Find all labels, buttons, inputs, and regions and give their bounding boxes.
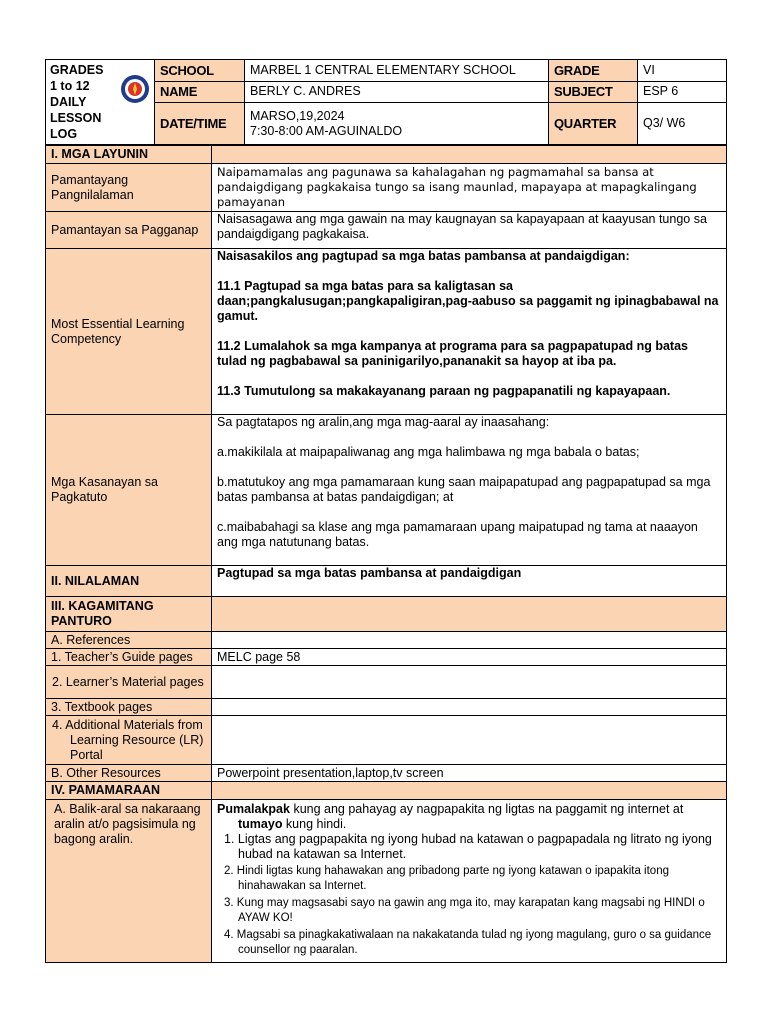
melc-11-2: 11.2 Lumalahok sa mga kampanya at programa para sa pagpapatupad ng batas tulad ng pagbabawal sa paninigarilyo,pananakit sa hayop at iba pa. bbox=[217, 339, 688, 368]
balik-bold1: Pumalakpak bbox=[217, 802, 290, 816]
pamamaraan-label: IV. PAMAMARAAN bbox=[46, 782, 212, 800]
school-label: SCHOOL bbox=[155, 60, 245, 82]
pamantayang-label: Pamantayang Pangnilalaman bbox=[46, 164, 212, 212]
additional-value bbox=[212, 716, 727, 765]
deped-seal-icon bbox=[120, 74, 150, 104]
references-value bbox=[212, 632, 727, 649]
balik-item-3: 3. Kung may magsasabi sayo na gawin ang mga ito, may karapatan kang magsabi ng HINDI o AYAW KO! bbox=[224, 897, 705, 924]
melc-11-1: 11.1 Pagtupad sa mga batas para sa kaligtasan sa daan;pangkalusugan;pangkapaligiran,pag-aabuso sa paggamit ng ipinagbabawal na gamut. bbox=[217, 279, 719, 323]
pagganap-label: Pamantayan sa Pagganap bbox=[46, 212, 212, 249]
melc-label: Most Essential Learning Competency bbox=[46, 249, 212, 415]
textbook-label: 3. Textbook pages bbox=[46, 699, 212, 716]
grade-value: VI bbox=[638, 60, 727, 82]
name-label: NAME bbox=[155, 81, 245, 103]
lm-label: 2. Learner’s Material pages bbox=[46, 666, 212, 699]
grades-box bbox=[46, 60, 155, 145]
balik-text1: kung ang pahayag ay nagpapakita ng ligtas na paggamit ng internet at bbox=[289, 802, 684, 816]
kagamitan-fill bbox=[212, 597, 727, 632]
layunin-heading-fill bbox=[212, 146, 727, 164]
balik-bold2: tumayo bbox=[238, 817, 283, 831]
pagganap-text: Naisasagawa ang mga gawain na may kaugnayan sa kapayapaan at kaayusan tungo sa pandaigdigang pagkakaisa. bbox=[212, 212, 727, 249]
quarter-value: Q3/ W6 bbox=[638, 103, 727, 145]
kagamitan-label: III. KAGAMITANG PANTURO bbox=[46, 597, 212, 632]
kasanayan-label: Mga Kasanayan sa Pagkatuto bbox=[46, 415, 212, 566]
time-value: 7:30-8:00 AM-AGUINALDO bbox=[250, 123, 403, 138]
melc-content bbox=[212, 249, 727, 415]
quarter-label: QUARTER bbox=[549, 103, 638, 145]
other-label: B. Other Resources bbox=[46, 765, 212, 782]
pamantayang-text: Naipamamalas ang pagunawa sa kahalagahan ng pagmamahal sa bansa at pandaigdigang pagkakaisa tungo sa isang maunlad, mapayapa at mapagkalingang pamayanan bbox=[212, 164, 727, 212]
lm-value bbox=[212, 666, 727, 699]
balik-text2: kung hindi. bbox=[282, 817, 347, 831]
kasanayan-content bbox=[212, 415, 727, 566]
grades-label: GRADES 1 to 12 DAILY LESSON LOG bbox=[50, 63, 104, 141]
datetime-value bbox=[245, 103, 549, 145]
balik-item-4: 4. Magsabi sa pinagkakatiwalaan na nakakatanda tulad ng iyong magulang, guro o sa guidance counsellor ng paaralan. bbox=[224, 929, 712, 956]
lesson-table bbox=[45, 145, 727, 963]
references-label: A. References bbox=[46, 632, 212, 649]
layunin-heading: I. MGA LAYUNIN bbox=[46, 146, 212, 164]
subject-label: SUBJECT bbox=[549, 81, 638, 103]
date-value: MARSO,19,2024 bbox=[250, 108, 345, 123]
header-table bbox=[45, 59, 727, 145]
balik-label: A. Balik-aral sa nakaraang aralin at/o pagsisimula ng bagong aralin. bbox=[46, 800, 212, 963]
pamamaraan-fill bbox=[212, 782, 727, 800]
balik-item-2: 2. Hindi ligtas kung hahawakan ang pribadong parte ng iyong katawan o ipapakita itong hinahawakan sa Internet. bbox=[224, 865, 669, 892]
kasanayan-a: a.makikilala at maipapaliwanag ang mga halimbawa ng mga babala o batas; bbox=[217, 445, 640, 459]
melc-11-3: 11.3 Tumutulong sa makakayanang paraan ng pagpapanatili ng kapayapaan. bbox=[217, 384, 671, 398]
textbook-value bbox=[212, 699, 727, 716]
school-value: MARBEL 1 CENTRAL ELEMENTARY SCHOOL bbox=[245, 60, 549, 82]
grade-label: GRADE bbox=[549, 60, 638, 82]
name-value: BERLY C. ANDRES bbox=[245, 81, 549, 103]
kasanayan-b: b.matutukoy ang mga pamamaraan kung saan maipapatupad ang pagpapatupad sa mga batas pambansa at batas pandaigdigan; at bbox=[217, 475, 711, 504]
balik-intro bbox=[217, 802, 721, 832]
tg-label: 1. Teacher’s Guide pages bbox=[46, 649, 212, 666]
kasanayan-intro: Sa pagtatapos ng aralin,ang mga mag-aaral ay inaasahang: bbox=[217, 415, 550, 429]
balik-item-1: 1. Ligtas ang pagpapakita ng iyong hubad na katawan o pagpapadala ng litrato ng iyong hubad na katawan sa Internet. bbox=[224, 832, 712, 861]
kasanayan-c: c.maibabahagi sa klase ang mga pamamaraan upang maipatupad ng tama at naaayon ang mga natutunang batas. bbox=[217, 520, 698, 549]
datetime-label: DATE/TIME bbox=[155, 103, 245, 145]
additional-label: 4. Additional Materials from Learning Resource (LR) Portal bbox=[46, 716, 212, 765]
balik-list bbox=[217, 832, 721, 958]
tg-value: MELC page 58 bbox=[212, 649, 727, 666]
other-value: Powerpoint presentation,laptop,tv screen bbox=[212, 765, 727, 782]
melc-main: Naisasakilos ang pagtupad sa mga batas pambansa at pandaigdigan: bbox=[217, 249, 630, 263]
nilalaman-label: II. NILALAMAN bbox=[46, 566, 212, 597]
subject-value: ESP 6 bbox=[638, 81, 727, 103]
nilalaman-text: Pagtupad sa mga batas pambansa at pandaigdigan bbox=[212, 566, 727, 597]
balik-content bbox=[212, 800, 727, 963]
